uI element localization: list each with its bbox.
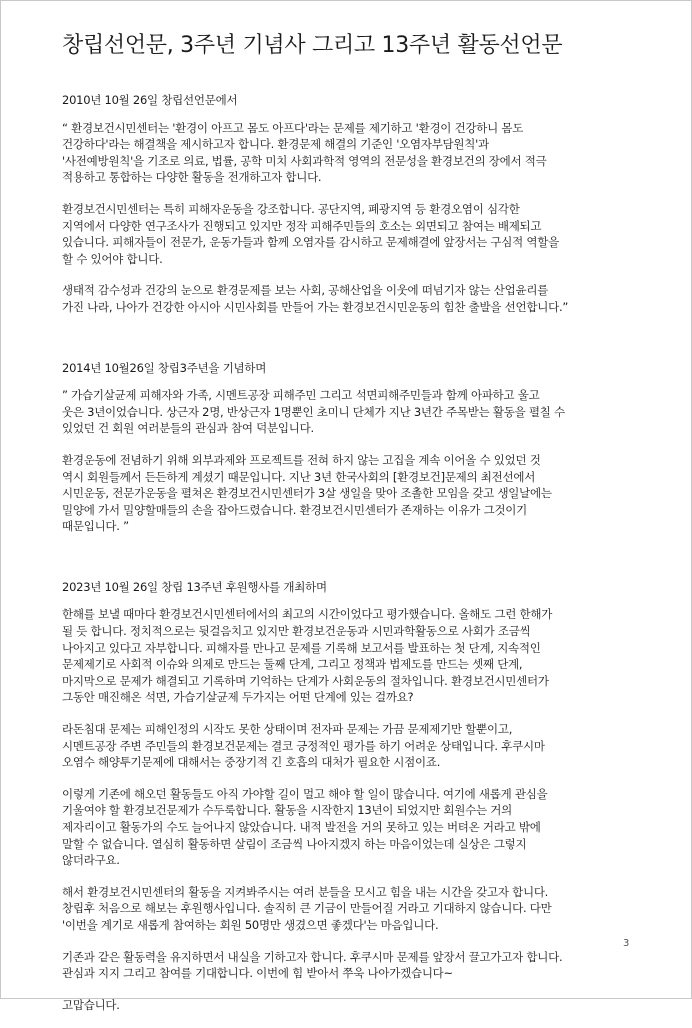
- paragraph: 한해를 보낼 때마다 환경보건시민센터에서의 최고의 시간이었다고 평가했습니다. 올해도 그런 한해가 될 듯 합니다. 정치적으로는 뒷걸음치고 있지만 환경보건운동과 시민과학활동으로 사회가 조금씩 나아지고 있다고 자부합니다. 피해자를 만나고 문제를 기록해 보고서를 발표하는 첫 단계, 지속적인 문제제기로 사회적 이슈와 의제로 만드는 둘째 단계, 그리고 정책과 법제도를 만드는 셋째 단계, 마지막으로 문제가 해결되고 기록하며 기억하는 단계가 사회운동의 절차입니다. 환경보건시민센터가 그동안 매진해온 석면, 가습기살균제 두가지는 어떤 단계에 있는 걸까요?: [62, 607, 553, 705]
- paragraph: ” 가습기살균제 피해자와 가족, 시멘트공장 피해주민 그리고 석면피해주민들과 함께 아파하고 울고 웃은 3년이었습니다. 상근자 2명, 반상근자 1명뿐인 초미니 단체가 지난 3년간 주목받는 활동을 펼칠 수 있었던 건 회원 여러분들의 관심과 참여 덕분입니다.: [62, 388, 565, 436]
- page-number: 3: [623, 938, 630, 949]
- section-2023-fundraiser: [62, 579, 642, 1013]
- document-body: [62, 92, 642, 1028]
- section-spacer: [62, 331, 642, 360]
- paragraph: 기존과 같은 활동력을 유지하면서 내실을 기하고자 합니다. 후쿠시마 문제를 앞장서 끌고가고자 합니다. 관심과 지지 그리고 참여를 기대합니다. 이번에 힘 받아서 쭈욱 나아가겠습니다~: [62, 949, 563, 981]
- paragraph: 생태적 감수성과 건강의 눈으로 환경문제를 보는 사회, 공해산업을 이웃에 떠넘기자 않는 산업윤리를 가진 나라, 나아가 건강한 아시아 시민사회를 만들어 가는 환경보건시민운동의 힘찬 출발을 선언합니다.”: [62, 283, 569, 314]
- section-heading: 2010년 10월 26일 창립선언문에서: [62, 93, 238, 107]
- section-spacer: [62, 550, 642, 579]
- section-heading: 2014년 10월26일 창립3주년을 기념하며: [62, 360, 267, 375]
- paragraph: 라돈침대 문제는 피해인정의 시작도 못한 상태이며 전자파 문제는 가끔 문제제기만 할뿐이고, 시멘트공장 주변 주민들의 환경보건문제는 결코 긍정적인 평가를 하기 어려운 상태입니다. 후쿠시마 오염수 해양투기문제에 대해서는 중장기적 긴 호흡의 대처가 필요한 시점이죠.: [62, 722, 545, 770]
- paragraph: 해서 환경보건시민센터의 활동을 지켜봐주시는 여러 분들을 모시고 힘을 내는 시간을 갖고자 합니다. 창립후 처음으로 해보는 후원행사입니다. 솔직히 큰 기금이 만들어질 거라고 기대하지 않습니다. 다만 '이번을 계기로 새롭게 참여하는 회원 50명만 생겼으면 좋겠다'는 마음입니다.: [62, 884, 552, 932]
- paragraph: 환경운동에 전념하기 위해 외부과제와 프로젝트를 전혀 하지 않는 고집을 계속 이어올 수 있었던 것 역시 회원들께서 든든하게 계셨기 때문입니다. 지난 3년 한국사회의 [환경보건]문제의 최전선에서 시민운동, 전문가운동을 펼쳐온 환경보건시민센터가 3살 생일을 맞아 조촐한 모임을 갖고 생일날에는 밀양에 가서 밀양할매들의 손을 잡아드렸습니다. 환경보건시민센터가 존재하는 이유가 그것이기 때문입니다. ”: [62, 452, 552, 534]
- section-2010-declaration: [62, 92, 642, 316]
- section-2014-anniversary: [62, 360, 642, 535]
- closing-line: 고맙습니다.: [62, 997, 120, 1012]
- paragraph: 이렇게 기존에 해오던 활동들도 아직 가야할 길이 멀고 해야 할 일이 많습니다. 여기에 새롭게 관심을 기울여야 할 환경보건문제가 수두룩합니다. 활동을 시작한지 13년이 되었지만 회원수는 거의 제자리이고 활동가의 수도 늘어나지 않았습니다. 내적 발전을 거의 못하고 있는 버텨온 거라고 밖에 말할 수 없습니다. 열심히 활동하면 살림이 조금씩 나아지겠지 하는 마음이었는데 실상은 그렇지 않더라구요.: [62, 786, 548, 868]
- page-title: 창립선언문, 3주년 기념사 그리고 13주년 활동선언문: [62, 33, 563, 58]
- paragraph: “ 환경보건시민센터는 '환경이 아프고 몸도 아프다'라는 문제를 제기하고 '환경이 건강하니 몸도 건강하다'라는 해결책을 제시하고자 합니다. 환경문제 해결의 기준인 '오염자부담원칙'과 '사전예방원칙'을 기조로 의료, 법률, 공학 미치 사회과학적 영역의 전문성을 환경보건의 장에서 적극 적용하고 통합하는 다양한 활동을 전개하고자 합니다.: [62, 120, 547, 185]
- paragraph: 환경보건시민센터는 특히 피해자운동을 강조합니다. 공단지역, 폐광지역 등 환경오염이 심각한 지역에서 다양한 연구조사가 진행되고 있지만 정작 피해주민들의 호소는 외면되고 참여는 배제되고 있습니다. 피해자들이 전문가, 운동가들과 함께 오염자를 감시하고 문제해결에 앞장서는 구심적 역할을 할 수 있어야 합니다.: [62, 201, 559, 266]
- section-heading: 2023년 10월 26일 창립 13주년 후원행사를 개최하며: [62, 579, 327, 594]
